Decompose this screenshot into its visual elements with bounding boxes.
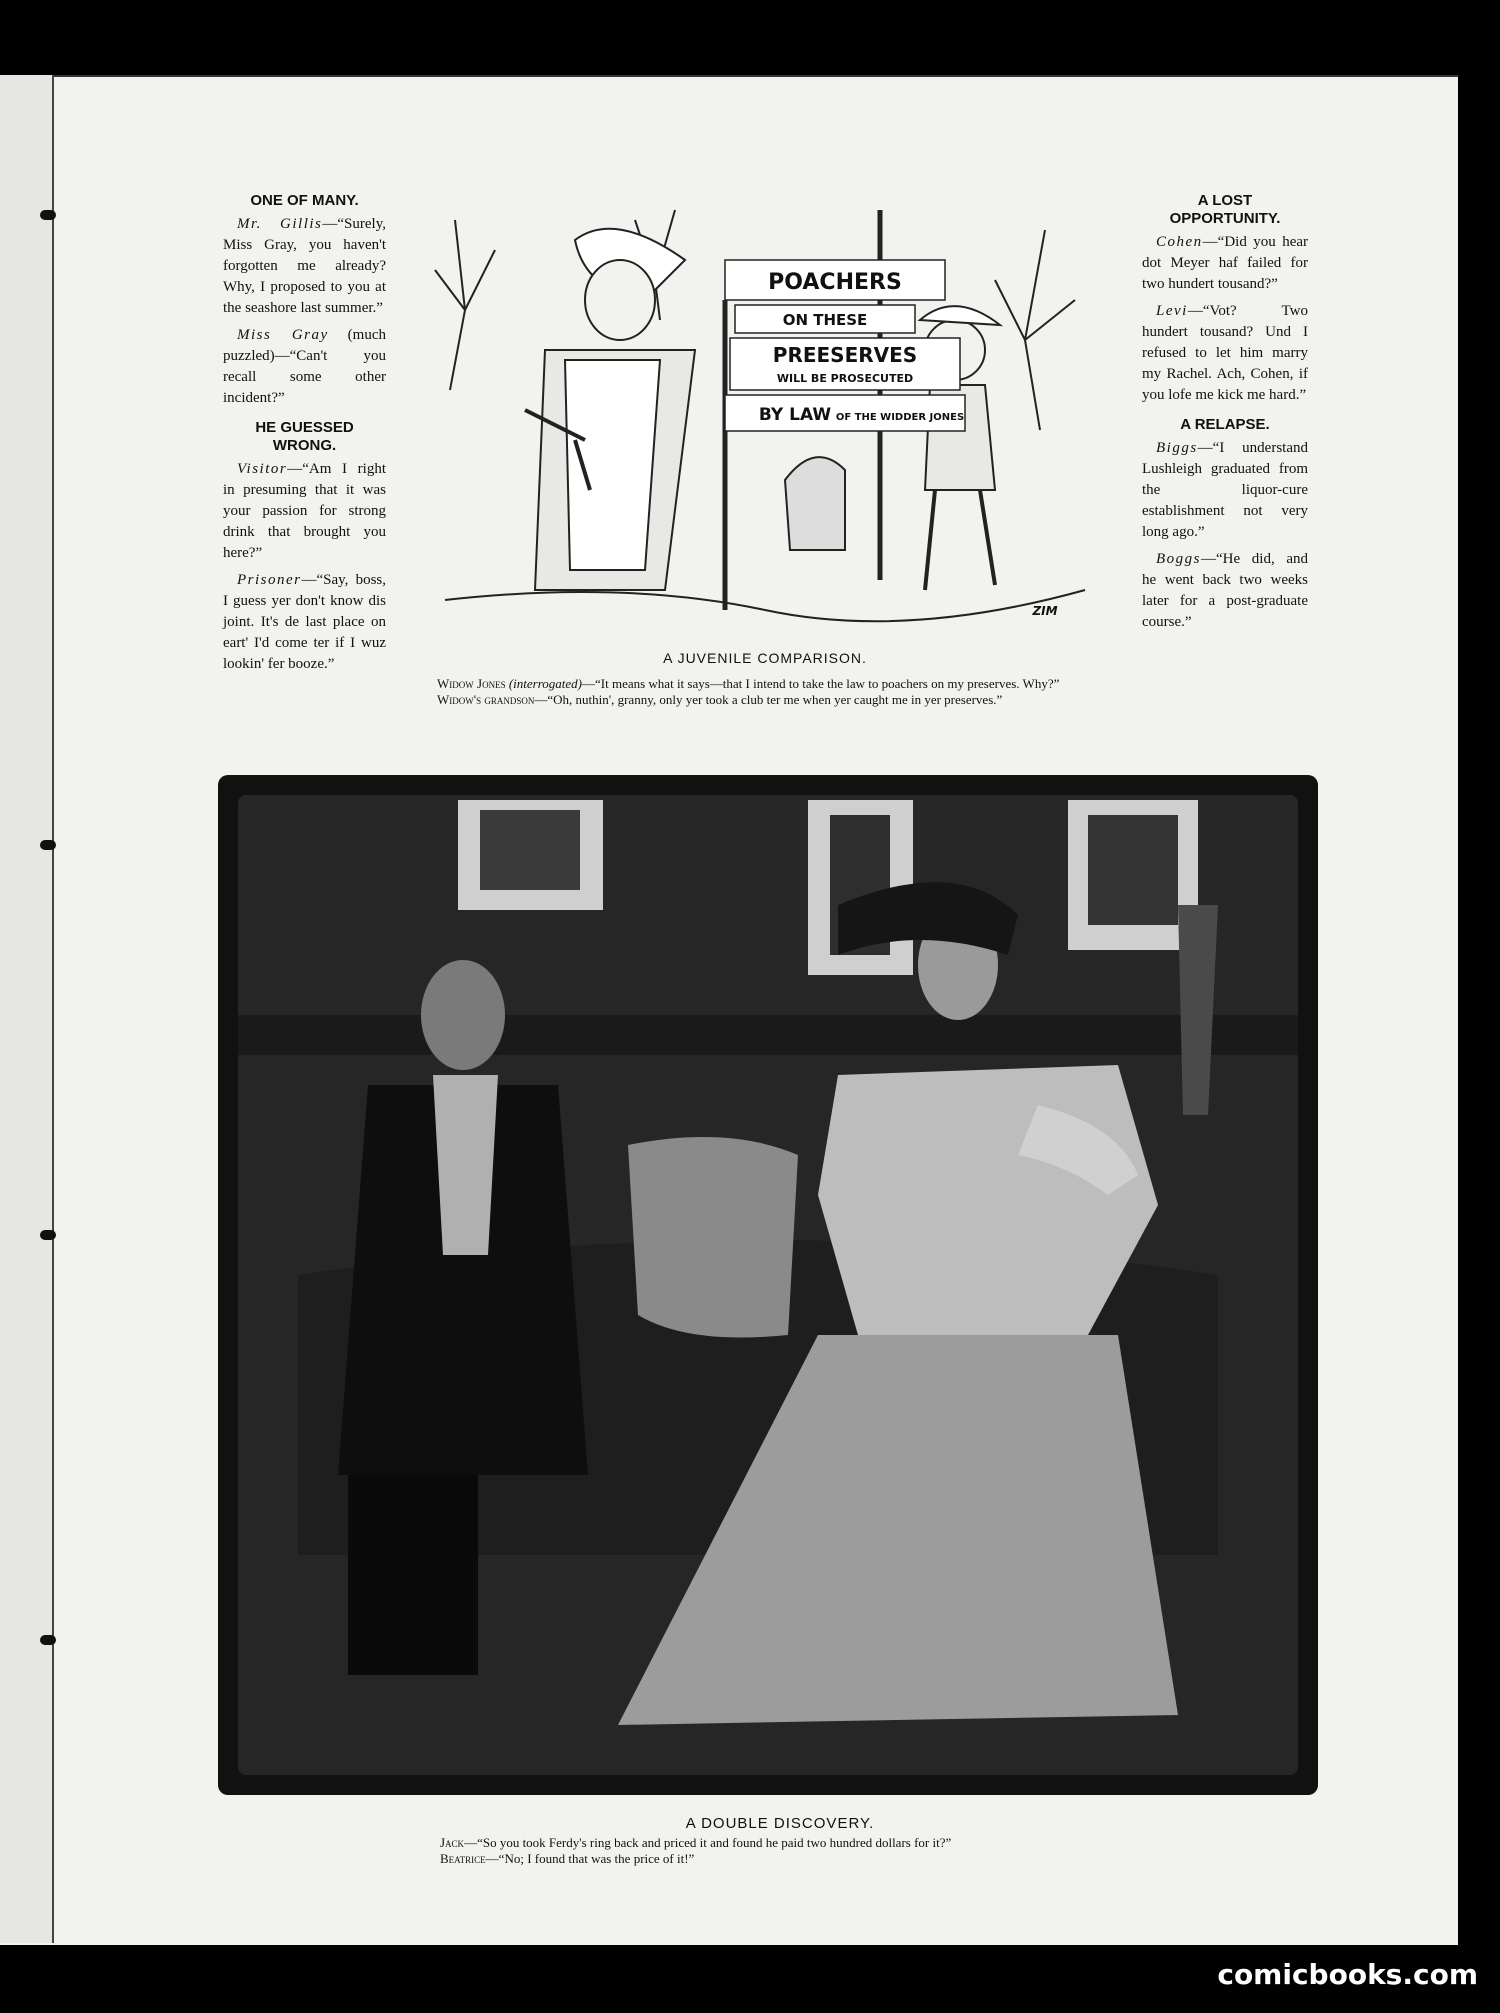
joke-title: ONE OF MANY.	[250, 192, 359, 209]
caption-line	[437, 676, 1097, 692]
sign-text: WILL BE PROSECUTED	[776, 372, 914, 385]
sign-text: POACHERS	[768, 270, 902, 295]
joke-title: HE GUESSED WRONG.	[255, 419, 354, 454]
speaker: Widow Jones	[437, 676, 506, 691]
cartoon-caption	[437, 676, 1097, 708]
joke-title: A RELAPSE.	[1180, 416, 1270, 433]
speaker: Cohen	[1156, 234, 1203, 250]
left-joke-column	[223, 192, 386, 681]
joke-paragraph	[1142, 549, 1308, 633]
dialogue: —“Surely, Miss Gray, you haven't forgotten me already? Why, I proposed to you at the seashore last summer.”	[223, 216, 386, 316]
cartoon-illustration	[425, 190, 1105, 630]
painting-caption-title: A DOUBLE DISCOVERY.	[685, 1815, 875, 1832]
speaker: Jack	[440, 1835, 465, 1850]
aside: (interrogated)	[508, 676, 582, 691]
dialogue: —“No; I found that was the price of it!”	[485, 1851, 695, 1866]
tree-left	[435, 220, 495, 390]
man-head	[421, 960, 505, 1070]
binding-ring	[40, 840, 56, 850]
joke-paragraph	[223, 570, 386, 675]
speaker: Prisoner	[237, 572, 302, 588]
speaker: Boggs	[1156, 551, 1201, 567]
joke-paragraph	[1142, 301, 1308, 406]
speaker: Widow's grandson	[437, 692, 535, 707]
binding-ring	[40, 1635, 56, 1645]
painting-caption	[440, 1835, 1160, 1867]
sign-text: BY LAW	[758, 405, 832, 425]
joke-paragraph	[223, 325, 386, 409]
sign-text: PREESERVES	[772, 343, 918, 367]
cartoon-caption-title: A JUVENILE COMPARISON.	[663, 650, 867, 666]
dialogue: —“He did, and he went back two weeks later for a post-graduate course.”	[1142, 551, 1308, 630]
binding-strip	[0, 75, 54, 1943]
dialogue: (much puzzled)—“Can't you recall some other incident?”	[223, 327, 386, 406]
speaker: Miss Gray	[237, 327, 329, 343]
joke-paragraph	[223, 459, 386, 564]
dialogue: —“I understand Lushleigh graduated from the liquor-cure establishment not very long ago.”	[1142, 440, 1308, 540]
caption-line	[437, 692, 1097, 708]
dog	[785, 457, 845, 550]
joke-title: A LOST OPPORTUNITY.	[1169, 192, 1281, 227]
painting-scene	[218, 775, 1318, 1795]
painting-illustration	[218, 775, 1318, 1795]
site-watermark: comicbooks.com	[1217, 1958, 1478, 1991]
dialogue: —“It means what it says—that I intend to take the law to poachers on my preserves. Why?”	[582, 676, 1060, 691]
caption-line	[440, 1851, 1160, 1867]
speaker: Visitor	[237, 461, 288, 477]
speaker: Levi	[1156, 303, 1188, 319]
tree-right	[995, 230, 1075, 430]
dialogue: —“Am I right in presuming that it was your passion for strong drink that brought you here?”	[223, 461, 386, 561]
sign-text: OF THE WIDDER JONES	[835, 412, 965, 423]
dialogue: —“Say, boss, I guess yer don't know dis joint. It's de last place on eart' I'd come ter if I wuz lookin' fer booze.”	[223, 572, 386, 672]
caption-line	[440, 1835, 1160, 1851]
dialogue: —“Oh, nuthin', granny, only yer took a club ter me when yer caught me in yer preserves.”	[534, 692, 1003, 707]
joke-paragraph	[1142, 438, 1308, 543]
speaker: Beatrice	[440, 1851, 486, 1866]
right-joke-column	[1142, 192, 1308, 639]
sign-text: ON THESE	[782, 311, 868, 329]
binding-ring	[40, 1230, 56, 1240]
dialogue: —“So you took Ferdy's ring back and priced it and found he paid two hundred dollars for it?”	[464, 1835, 952, 1850]
dialogue: —“Did you hear dot Meyer haf failed for two hundert tousand?”	[1142, 234, 1308, 292]
speaker: Biggs	[1156, 440, 1198, 456]
dialogue: —“Vot? Two hundert tousand? Und I refused to let him marry my Rachel. Ach, Cohen, if you lofe me kick me hard.”	[1142, 303, 1308, 403]
artist-signature: ZIM	[1032, 604, 1058, 618]
speaker: Mr. Gillis	[237, 216, 323, 232]
joke-paragraph	[1142, 232, 1308, 295]
binding-ring	[40, 210, 56, 220]
joke-paragraph	[223, 214, 386, 319]
